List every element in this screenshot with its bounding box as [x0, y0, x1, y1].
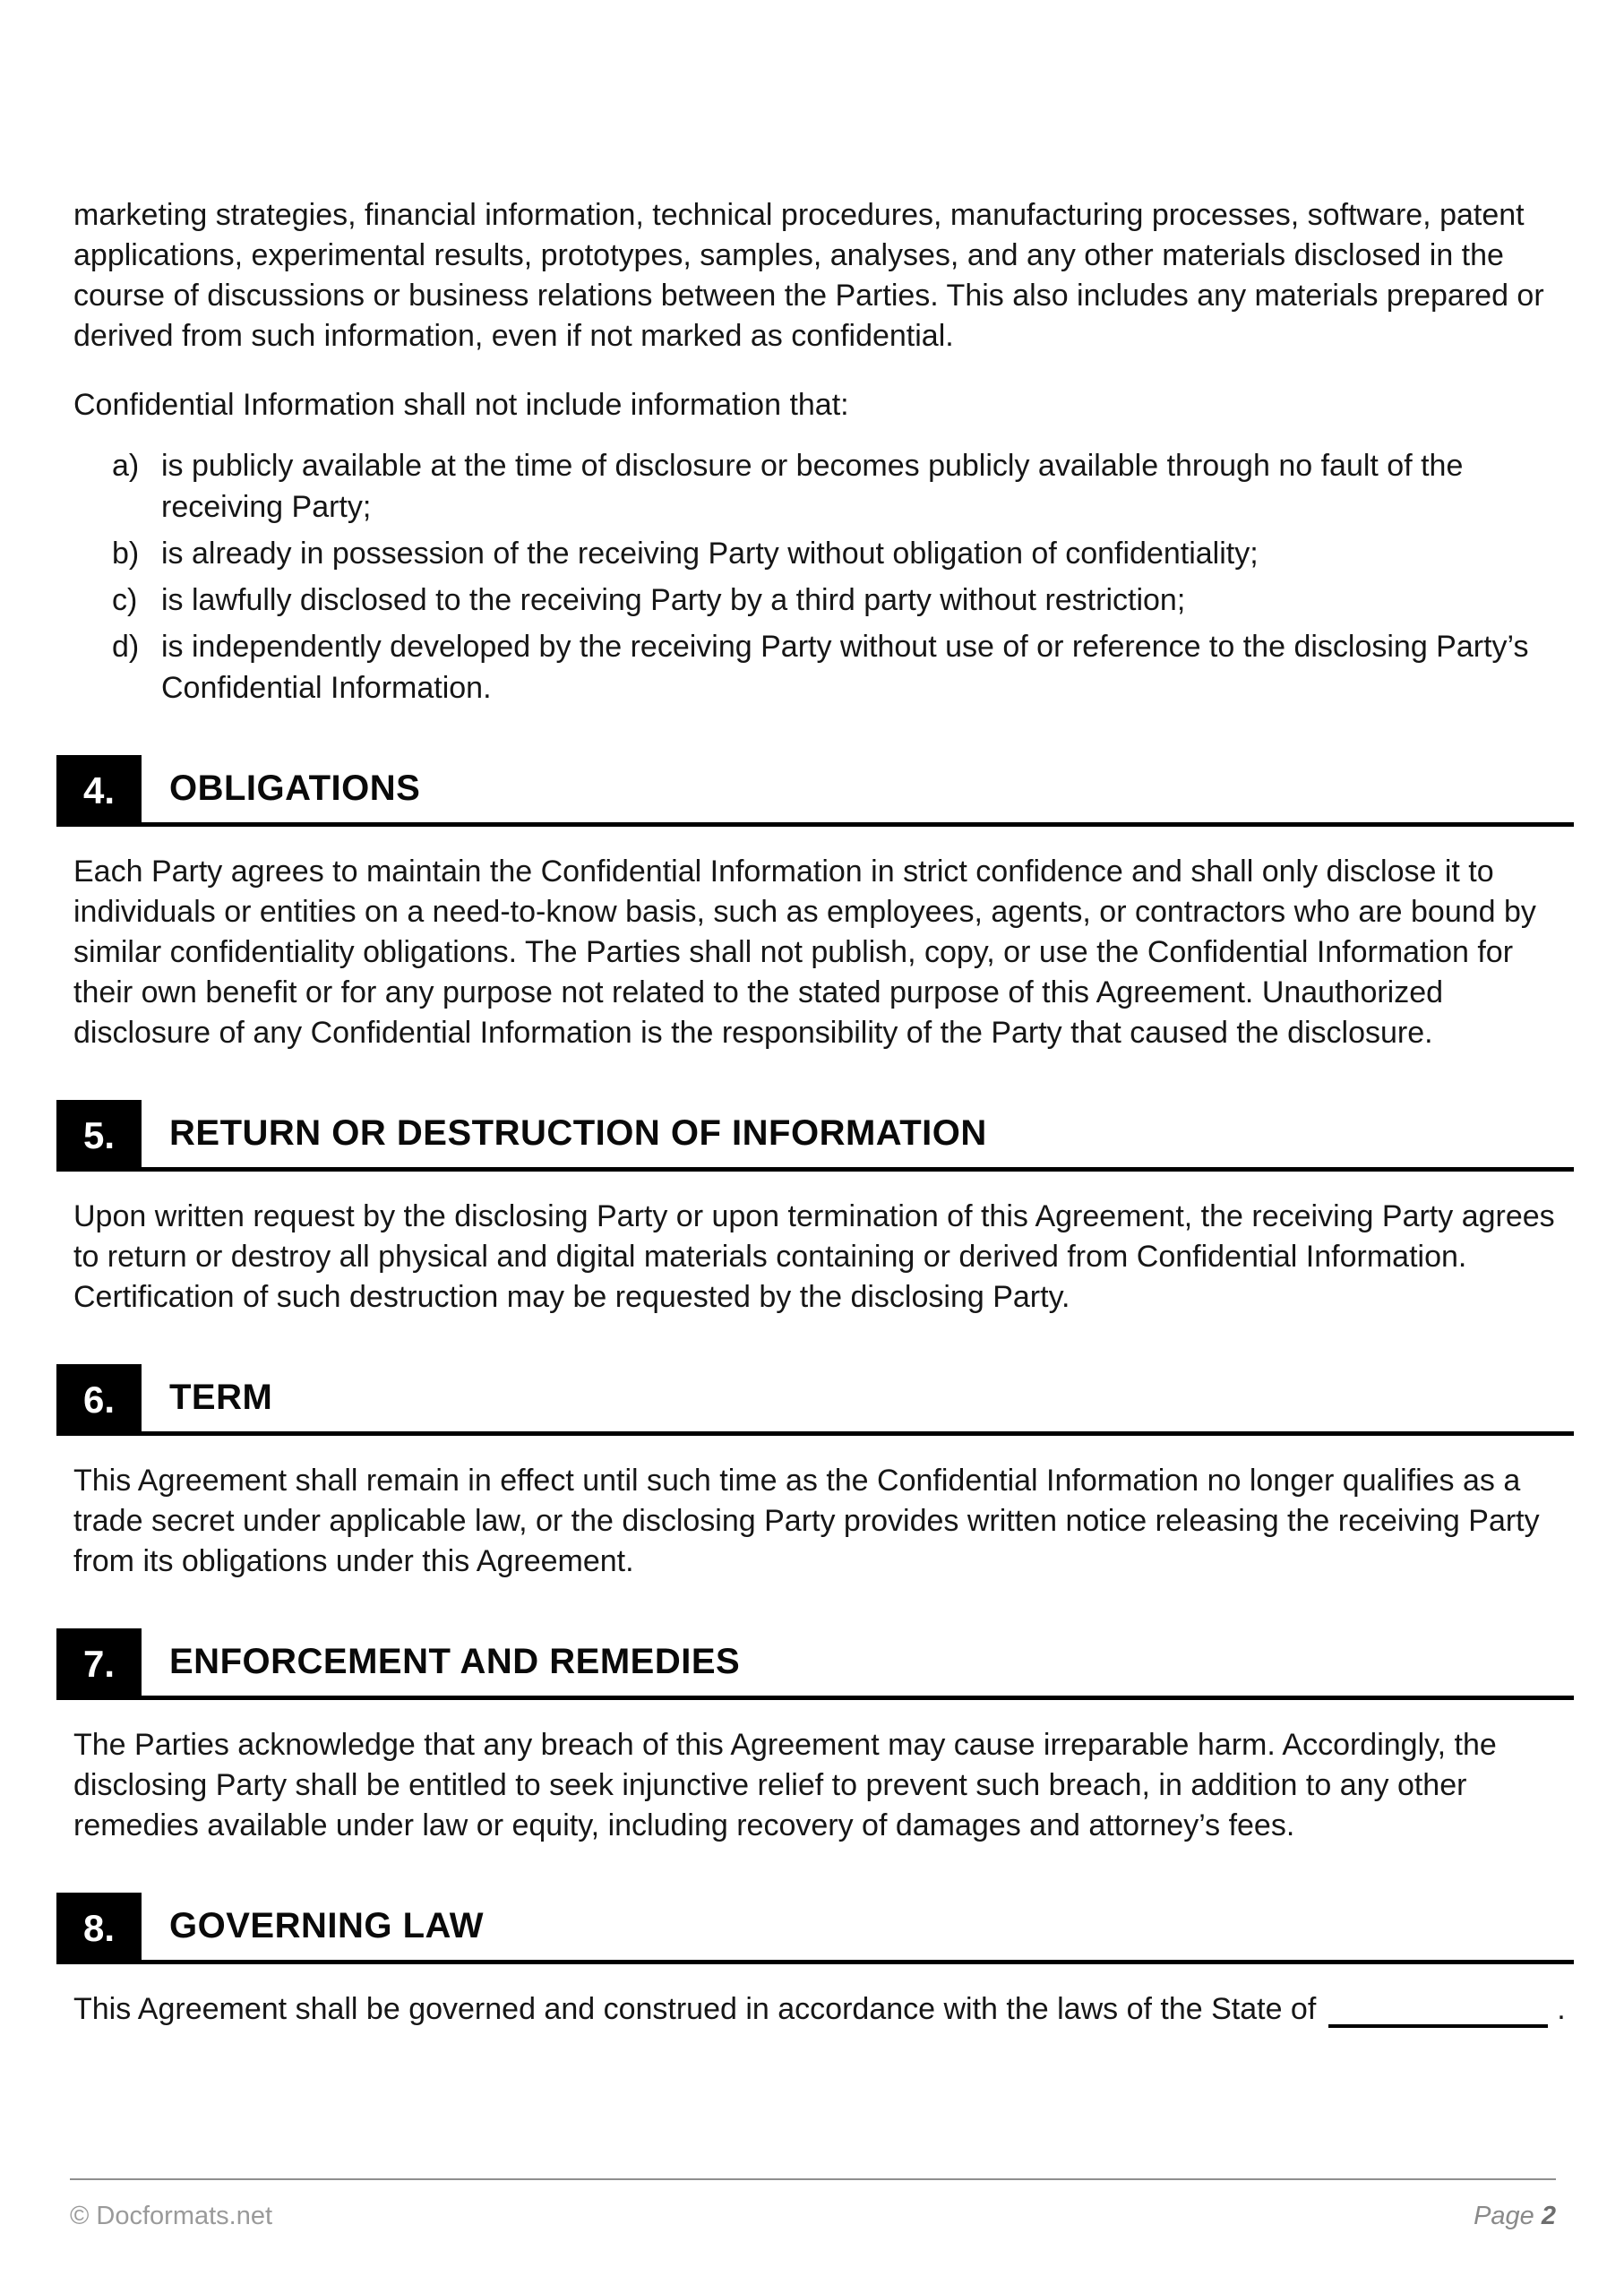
section-title: OBLIGATIONS — [169, 769, 421, 808]
list-marker: a) — [112, 449, 140, 483]
section-6-header — [56, 1364, 1574, 1436]
page-number-value: 2 — [1541, 2202, 1556, 2230]
list-item-text: is independently developed by the receiving Party without use of or reference to the disclosing Party’s Confidential Information. — [161, 630, 1529, 705]
section-8-body — [73, 1989, 1574, 2030]
section-number-box: 5. — [56, 1100, 142, 1172]
section-7-body: The Parties acknowledge that any breach of this Agreement may cause irreparable harm. Accordingly, the disclosing Party shall be entitled to seek injunctive relief to prevent such breach, in addition to any other remedies available under law or equity, including recovery of damages and attorney’s fees. — [73, 1728, 1497, 1842]
document-content — [56, 195, 1574, 2030]
list-marker: c) — [112, 583, 138, 617]
section-4-body: Each Party agrees to maintain the Confidential Information in strict confidence and shall only disclose it to individuals or entities on a need-to-know basis, such as employees, agents, or contractors who are bound by similar confidentiality obligations. The Parties shall not publish, copy, or use the Confidential Information for their own benefit or for any purpose not related to the stated purpose of this Agreement. Unauthorized disclosure of any Confidential Information is the responsibility of the Party that caused the disclosure. — [73, 855, 1536, 1050]
section-title: RETURN OR DESTRUCTION OF INFORMATION — [169, 1113, 987, 1153]
section-title: TERM — [169, 1378, 273, 1417]
section-header-rule — [142, 1364, 1574, 1436]
list-item-a — [73, 445, 1574, 528]
section-term — [56, 1364, 1574, 1582]
section-number-box: 8. — [56, 1893, 142, 1964]
list-item-b — [73, 533, 1574, 574]
section-5-header — [56, 1100, 1574, 1172]
list-item-d — [73, 626, 1574, 709]
exclusions-intro: Confidential Information shall not include information that: — [73, 388, 849, 422]
section-number-box: 6. — [56, 1364, 142, 1436]
intro-paragraph: marketing strategies, financial information, technical procedures, manufacturing processes, software, patent applications, experimental results, prototypes, samples, analyses, and any other materials disclosed in the course of discussions or business relations between the Parties. This also includes any materials prepared or derived from such information, even if not marked as confidential. — [73, 198, 1544, 353]
section-8-header — [56, 1893, 1574, 1964]
list-marker: b) — [112, 537, 140, 571]
section-4-header — [56, 755, 1574, 827]
section-header-rule — [142, 755, 1574, 827]
page-footer — [70, 2178, 1556, 2231]
section-number-box: 4. — [56, 755, 142, 827]
page-label: Page — [1474, 2202, 1542, 2230]
section-title: GOVERNING LAW — [169, 1906, 484, 1945]
section-5-body: Upon written request by the disclosing Party or upon termination of this Agreement, the receiving Party agrees to return or destroy all physical and digital materials containing or derived from Confidential Information. Certification of such destruction may be requested by the disclosing Party. — [73, 1199, 1555, 1314]
page-number — [1474, 2202, 1556, 2231]
section-number-box: 7. — [56, 1628, 142, 1700]
section-6-body: This Agreement shall remain in effect until such time as the Confidential Information no longer qualifies as a trade secret under applicable law, or the disclosing Party provides written notice releasing the receiving Party from its obligations under this Agreement. — [73, 1464, 1540, 1578]
section-governing-law — [56, 1893, 1574, 2030]
exclusions-list — [56, 445, 1574, 709]
list-item-text: is already in possession of the receiving Party without obligation of confidentiality; — [161, 537, 1259, 571]
section-7-header — [56, 1628, 1574, 1700]
copyright-text: © Docformats.net — [70, 2202, 273, 2230]
sentence-period: . — [1557, 1992, 1566, 2026]
section-title: ENFORCEMENT AND REMEDIES — [169, 1642, 741, 1681]
list-item-text: is publicly available at the time of disclosure or becomes publicly available through no fault of the receiving Party; — [161, 449, 1464, 524]
governing-law-text: This Agreement shall be governed and construed in accordance with the laws of the State of — [73, 1992, 1317, 2026]
state-name-blank-line — [1328, 2024, 1548, 2028]
section-enforcement-and-remedies — [56, 1628, 1574, 1846]
list-item-c — [73, 580, 1574, 621]
section-return-or-destruction — [56, 1100, 1574, 1318]
section-header-rule — [142, 1893, 1574, 1964]
list-item-text: is lawfully disclosed to the receiving Party by a third party without restriction; — [161, 583, 1186, 617]
section-obligations — [56, 755, 1574, 1053]
section-header-rule — [142, 1100, 1574, 1172]
section-header-rule — [142, 1628, 1574, 1700]
footer-row — [70, 2202, 1556, 2231]
list-marker: d) — [112, 630, 140, 664]
